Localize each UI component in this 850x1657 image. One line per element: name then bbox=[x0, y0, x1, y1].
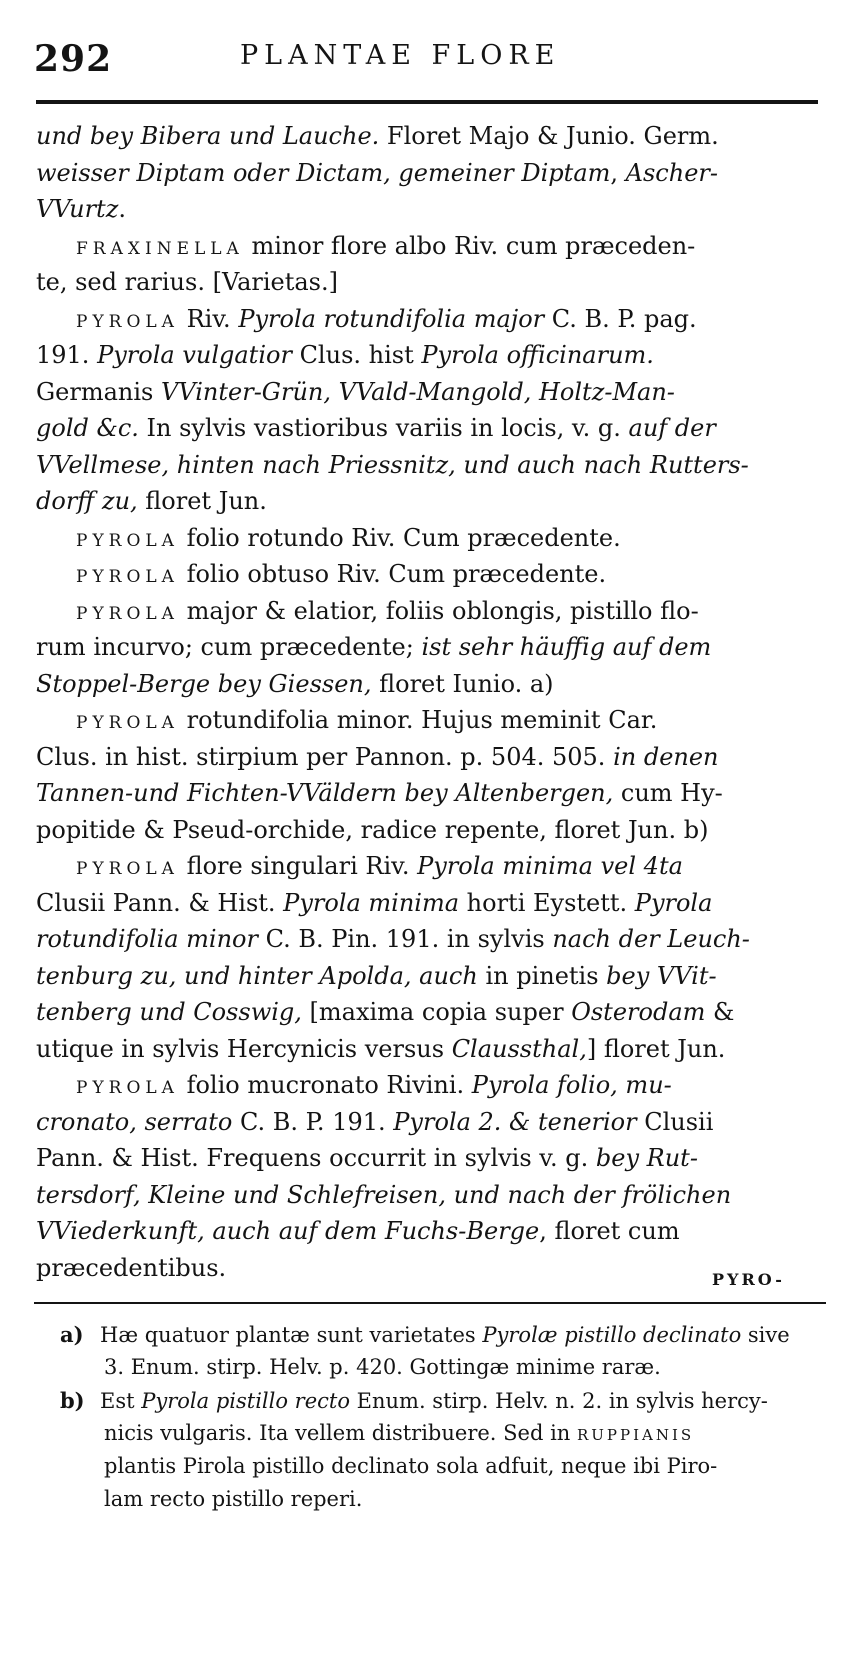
text-run: Clus. in hist. stirpium per Pannon. p. 504. 505. bbox=[36, 742, 614, 771]
footnote-rule bbox=[34, 1302, 826, 1304]
text-run: Clusii Pann. & Hist. bbox=[36, 888, 284, 917]
footnote-b bbox=[60, 1384, 830, 1417]
text-run: cronato, serrato bbox=[36, 1107, 233, 1136]
text-run: VViederkunft, auch auf dem Fuchs-Berge bbox=[36, 1217, 540, 1245]
entry-pyrola-folio-rotundo bbox=[36, 520, 826, 557]
text-line bbox=[36, 264, 826, 301]
text-run: Pyrola rotundifolia major bbox=[238, 304, 545, 333]
text-run: præcedentibus. bbox=[36, 1253, 227, 1282]
entry-fraxinella bbox=[36, 228, 826, 265]
text-line bbox=[36, 775, 826, 812]
entry-pyrola-riv bbox=[36, 301, 826, 338]
text-run: gold &c. bbox=[36, 414, 139, 442]
text-run: folio mucronato Rivini. bbox=[178, 1071, 472, 1099]
text-run: Pyrola folio, mu- bbox=[471, 1071, 672, 1099]
text-run: , bbox=[610, 158, 626, 187]
text-line bbox=[36, 1177, 826, 1214]
catchword: PYRO- bbox=[712, 1270, 785, 1289]
text-run: te, sed rarius. [Varietas.] bbox=[36, 268, 338, 296]
text-run: 3. Enum. stirp. Helv. p. 420. Gottingæ minime raræ. bbox=[104, 1355, 661, 1379]
text-line bbox=[36, 629, 826, 666]
text-line bbox=[36, 447, 826, 484]
text-run: dorff zu, bbox=[36, 487, 138, 515]
text-line bbox=[36, 1031, 826, 1068]
text-run: rum incurvo; cum præcedente; bbox=[36, 633, 422, 661]
text-run: RUPPIANIS bbox=[576, 1426, 695, 1444]
text-run: Clus. hist bbox=[291, 341, 422, 369]
text-run: In sylvis vastioribus variis in locis, v. g. bbox=[138, 414, 629, 442]
text-line bbox=[36, 191, 826, 228]
text-line bbox=[36, 155, 826, 192]
text-line bbox=[36, 994, 826, 1031]
text-run: & bbox=[705, 998, 735, 1026]
running-head: PLANTAE FLORE bbox=[240, 40, 561, 71]
text-run: Ascher- bbox=[625, 158, 718, 187]
text-run: Pyrolæ pistillo declinato bbox=[482, 1323, 742, 1347]
text-run: horti Eystett. bbox=[459, 888, 635, 917]
text-line bbox=[36, 739, 826, 776]
footnote-a bbox=[60, 1318, 830, 1351]
header-rule bbox=[36, 100, 818, 104]
entry-pyrola-major bbox=[36, 593, 826, 630]
text-line bbox=[36, 483, 826, 520]
text-run: Pyrola minima bbox=[283, 888, 460, 917]
text-run: bey VVit- bbox=[606, 961, 717, 990]
text-run: Hæ quatuor plantæ sunt varietates bbox=[100, 1323, 483, 1347]
text-run: VVellmese, hinten nach Priessnitz, und auch nach Rutters- bbox=[36, 450, 749, 479]
text-run: und bey Bibera und Lauche. bbox=[36, 122, 380, 150]
text-run: weisser Diptam oder Dictam, gemeiner Diptam bbox=[36, 158, 611, 187]
entry-pyrola-folio-obtuso bbox=[36, 556, 826, 593]
text-run: rotundifolia minor bbox=[36, 925, 258, 953]
text-run: C. B. P. pag. bbox=[544, 304, 697, 333]
text-run: [maxima copia super bbox=[301, 998, 572, 1026]
entry-name: PYROLA bbox=[76, 603, 179, 624]
text-run: nicis vulgaris. Ita vellem distribuere. Sed in bbox=[104, 1421, 577, 1445]
text-line bbox=[36, 118, 826, 155]
entry-name: FRAXINELLA bbox=[76, 238, 244, 259]
text-line bbox=[60, 1483, 830, 1516]
text-run: Pyrola 2. & tenerior bbox=[393, 1107, 637, 1136]
text-run: Clusii bbox=[636, 1107, 714, 1136]
text-run: nach der Leuch- bbox=[552, 925, 750, 953]
text-run: tersdorf, Kleine und Schlefreisen, und nach der frölichen bbox=[36, 1180, 732, 1209]
text-line bbox=[36, 921, 826, 958]
text-run: Pyrola minima vel 4ta bbox=[417, 852, 683, 880]
text-run: C. B. Pin. 191. in sylvis bbox=[257, 925, 553, 953]
text-run: C. B. P. 191. bbox=[232, 1107, 394, 1136]
text-run: . bbox=[118, 195, 126, 223]
text-run: Pann. & Hist. Frequens occurrit in sylvis v. g. bbox=[36, 1144, 596, 1172]
entry-pyrola-flore-singulari bbox=[36, 848, 826, 885]
text-line bbox=[36, 1213, 826, 1250]
text-run: Stoppel-Berge bey Giessen, bbox=[36, 669, 372, 698]
text-run: popitide & Pseud-orchide, radice repente, floret Jun. b) bbox=[36, 815, 709, 844]
footnote-mark: b) bbox=[60, 1388, 85, 1413]
entry-name: PYROLA bbox=[76, 713, 179, 733]
text-run: rotundifolia minor. Hujus meminit Car. bbox=[178, 706, 658, 734]
text-run: tenberg und Cosswig, bbox=[36, 998, 302, 1026]
text-run: VVurtz bbox=[36, 195, 119, 223]
text-run: ] floret Jun. bbox=[586, 1034, 726, 1063]
text-line bbox=[36, 1140, 826, 1177]
text-run: folio rotundo Riv. Cum præcedente. bbox=[178, 523, 621, 552]
text-line bbox=[36, 410, 826, 447]
text-run: lam recto pistillo reperi. bbox=[104, 1487, 363, 1511]
text-run: plantis Pirola pistillo declinato sola adfuit, neque ibi Piro- bbox=[104, 1454, 718, 1478]
text-run: floret Jun. bbox=[137, 487, 267, 515]
text-line bbox=[36, 1250, 826, 1287]
entry-name: PYROLA bbox=[76, 311, 179, 332]
text-run: Claussthal, bbox=[451, 1034, 587, 1063]
text-line bbox=[36, 885, 826, 922]
text-run: in pinetis bbox=[477, 961, 607, 990]
text-line bbox=[36, 337, 826, 374]
text-run: auf der bbox=[628, 414, 716, 442]
text-run: Osterodam bbox=[571, 998, 706, 1026]
text-line bbox=[36, 374, 826, 411]
entry-name: PYROLA bbox=[76, 1078, 179, 1098]
text-run: flore singulari Riv. bbox=[178, 852, 418, 880]
text-run: Riv. bbox=[178, 304, 239, 333]
text-run: major & elatior, foliis oblongis, pistillo flo- bbox=[178, 596, 699, 625]
text-run: sive bbox=[741, 1323, 790, 1347]
text-run: Enum. stirp. Helv. n. 2. in sylvis hercy- bbox=[349, 1389, 768, 1413]
text-run: minor flore albo Riv. cum præceden- bbox=[243, 231, 696, 260]
text-run: , floret cum bbox=[539, 1217, 680, 1245]
footnote-mark: a) bbox=[60, 1322, 84, 1347]
text-run: tenburg zu, und hinter Apolda, auch bbox=[36, 961, 478, 990]
text-run: VVinter-Grün, VVald-Mangold, Holtz-Man- bbox=[161, 377, 675, 406]
entry-pyrola-rotundifolia-minor bbox=[36, 702, 826, 739]
text-run: folio obtuso Riv. Cum præcedente. bbox=[178, 560, 607, 588]
text-run: floret Iunio. a) bbox=[371, 669, 554, 698]
text-line bbox=[60, 1417, 830, 1450]
text-line bbox=[36, 1104, 826, 1141]
entry-name: PYROLA bbox=[76, 530, 179, 551]
text-run: ist sehr häuffig auf dem bbox=[421, 633, 712, 661]
text-run: in denen bbox=[613, 742, 719, 771]
page-number: 292 bbox=[34, 38, 113, 80]
text-run: utique in sylvis Hercynicis versus bbox=[36, 1034, 452, 1063]
main-text bbox=[36, 118, 826, 1286]
text-run: bey Rut- bbox=[595, 1144, 698, 1172]
text-run: Tannen-und Fichten-VVäldern bey Altenbergen, bbox=[36, 779, 614, 807]
text-line bbox=[36, 958, 826, 995]
text-run: Floret Majo & Junio. Germ. bbox=[379, 122, 719, 150]
text-run: Pyrola officinarum. bbox=[421, 341, 654, 369]
page-header bbox=[0, 0, 850, 110]
text-line bbox=[36, 812, 826, 849]
text-line bbox=[60, 1351, 830, 1384]
text-run: Pyrola vulgatior bbox=[97, 341, 292, 369]
entry-name: PYROLA bbox=[76, 567, 179, 587]
text-line bbox=[60, 1450, 830, 1483]
entry-pyrola-folio-mucronato bbox=[36, 1067, 826, 1104]
footnotes bbox=[60, 1318, 830, 1516]
text-run: cum Hy- bbox=[613, 779, 723, 807]
text-run: Pyrola bbox=[634, 888, 713, 917]
text-run: Germanis bbox=[36, 377, 161, 406]
text-run: Est bbox=[100, 1389, 142, 1413]
text-run: 191. bbox=[36, 341, 98, 369]
entry-name: PYROLA bbox=[76, 859, 179, 879]
text-run: Pyrola pistillo recto bbox=[141, 1389, 350, 1413]
text-line bbox=[36, 666, 826, 703]
